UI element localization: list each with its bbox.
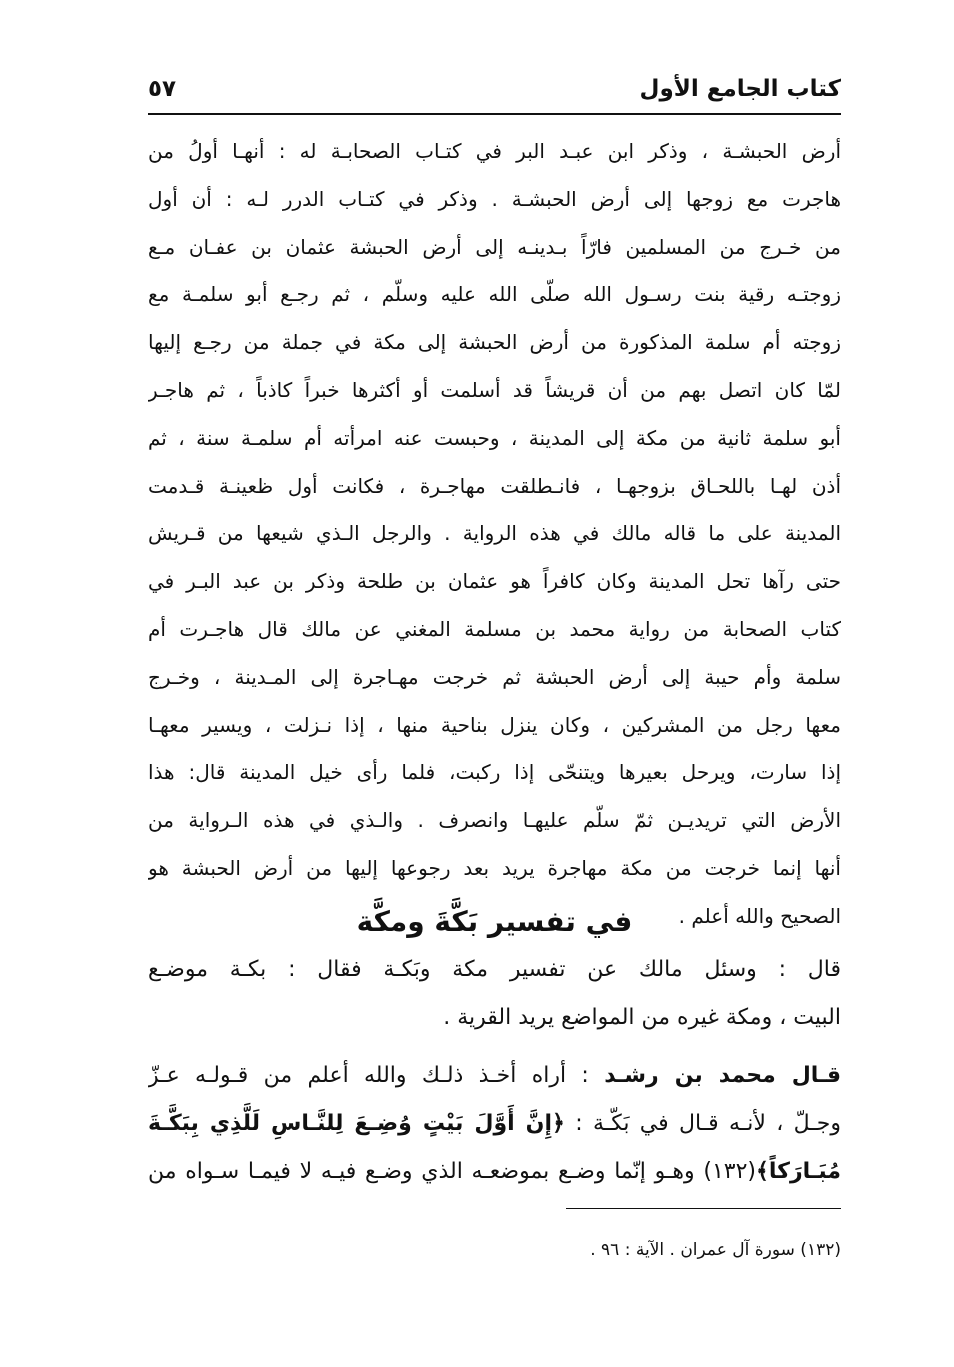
footnote-divider (566, 1208, 841, 1209)
running-title: كتاب الجامع الأول (639, 76, 841, 102)
paragraph-gap (148, 1042, 841, 1052)
text-line: إذا سارت، ويرحل بعيرها ويتنحّى إذا ركبت، فلما رأى خيل المدينة قال: هذا (148, 760, 841, 785)
text-line: البيت ، ومكة غيره من المواضع يريد القرية . (443, 1005, 841, 1030)
text-line: الصحيح والله أعلم . (678, 903, 841, 928)
text-line: أبو سلمة ثانية من مكة إلى المدينة ، وحبست عنه امرأته أم سلمـة سنة ، ثم (148, 425, 841, 450)
text-run: : أراه أخـذ ذلـك والله أعلم من قـولـه عـزّ (148, 1063, 605, 1088)
quran-verse: مُبَـارَكاً﴾ (756, 1159, 841, 1184)
main-text-block (148, 128, 841, 941)
text-line: زوجتـه رقية بنت رسـول الله صلّى الله عليه وسلّم ، ثم رجـع أبو سلمـة مع (148, 282, 841, 307)
text-line: أذن لهـا باللحـاق بزوجهـا ، فانـطلقت مهاجـرة ، فكانت أول ظعينـة قـدمت (148, 473, 841, 498)
text-line (148, 1052, 841, 1100)
header-divider (148, 113, 841, 115)
text-line (148, 1148, 841, 1196)
text-run: (١٣٢) وهـو إنّما وضـع بموضعـه الذي وضـع فيـه لا فيمـا سـواه من (148, 1159, 756, 1184)
text-line: هاجرت مع زوجها إلى أرض الحبشـة . وذكر في كتـاب الدرر لـه : أن أول (148, 186, 841, 211)
section-text-block (148, 946, 841, 1196)
text-line: معها رجل من المشركين ، وكان ينزل بناحية منها ، إذا نـزلت ، ويسير معهـا (148, 712, 841, 737)
text-line: من خـرج من المسلمين فارّاً بـدينـه إلى أرض الحبشة عثمان بن عفـان مـع (148, 234, 841, 259)
quran-verse: ﴿إِنَّ أَوَّلَ بَيْتٍ وُضِـعَ لِلنَّـاسِ لَلَّذِي بِبَكَّـةَ (148, 1111, 565, 1136)
text-line (148, 1100, 841, 1148)
text-line: سلمة وأم حيبة إلى أرض الحبشة ثم خرجت مهـاجرة إلى المـدينة ، وخـرج (148, 664, 841, 689)
text-line: الأرض التي تريديـن ثمّ سلّم عليهـا وانصرف . والـذي في هذه الـرواية من (148, 808, 841, 833)
text-line: قال : وسئل مالك عن تفسير مكة وبَكـة فقال : بكـة موضـع (148, 957, 841, 982)
section-heading: في تفسير بَكَّةَ ومكَّة (356, 905, 633, 938)
text-line: زوجته أم سلمة المذكورة من أرض الحبشة إلى مكة في جملة من رجـع إليها (148, 330, 841, 355)
page-number: ٥٧ (148, 76, 177, 102)
text-line: أنها إنما خرجت من مكة مهاجرة يريد بعد رجوعها إليها من أرض الحبشة هو (148, 855, 841, 880)
text-line: لمّا كان اتصل بهم من أن قريشاً قد أسلمت أو أكثرها خبراً كاذباً ، ثم هاجـر (148, 377, 841, 402)
text-line: حتى رآها تحل المدينة وكان كافراً هو عثمان بن طلحة وذكر بن عبد البـر في (148, 569, 841, 594)
text-line: كتاب الصحابة من رواية محمد بن مسلمة المغني عن مالك قال هاجـرت أم (148, 616, 841, 641)
footnote: (١٣٢) سورة آل عمران . الآية : ٩٦ . (590, 1240, 841, 1260)
text-run: وجـلّ ، لأنـه قـال في بَكّـة : (564, 1111, 841, 1136)
text-line: المدينة على ما قاله مالك في هذه الرواية . والرجل الـذي شيعها من قـريش (148, 521, 841, 546)
running-header (148, 72, 841, 112)
speaker-name: قـال محمد بن رشـد (604, 1063, 841, 1088)
text-line: أرض الحبشـة ، وذكر ابن عبـد البر في كتـاب الصحابـة له : أنهـا أولُ من (148, 139, 841, 163)
